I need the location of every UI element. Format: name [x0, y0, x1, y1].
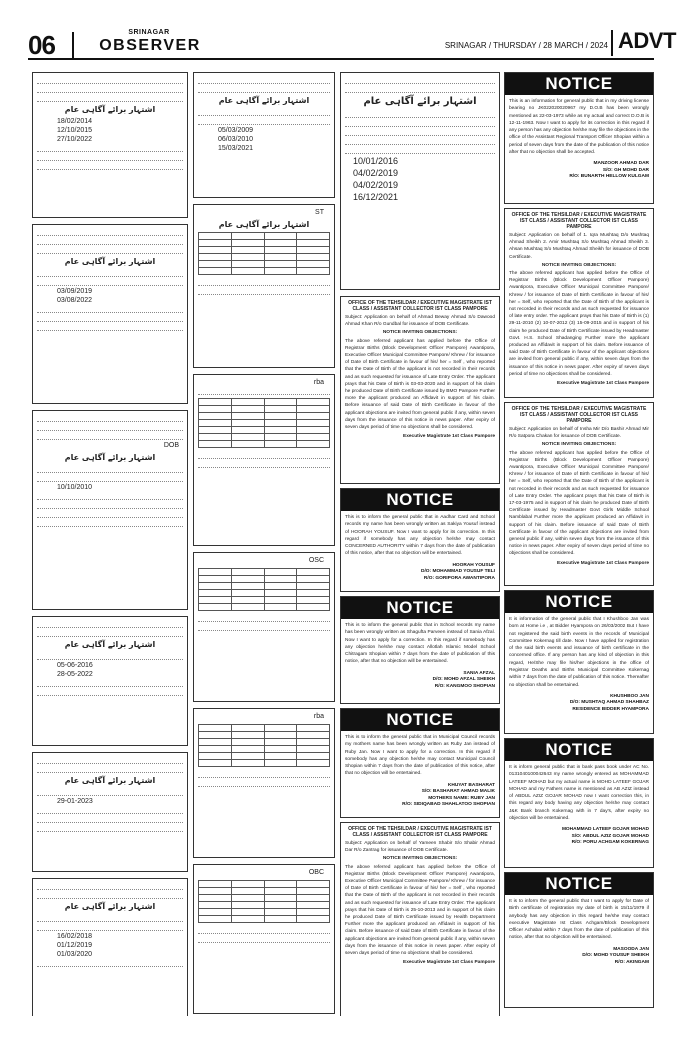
- office-notice: [504, 402, 654, 586]
- urdu-notice: [340, 72, 500, 290]
- notice-signature: MOHAMMAD LATEEF GOJAR MOHAD S/O: ABDUL AZIZ GOJAR MOHAD R/O: PORU ACHGAM KOKERNAG: [561, 827, 649, 846]
- date: 10/10/2010: [57, 484, 93, 491]
- magistrate: Executive Magistrate 1st Class Pampore: [403, 960, 495, 966]
- category-label: OSC: [308, 557, 324, 564]
- dateline: SRINAGAR / THURSDAY / 28 MARCH / 2024: [444, 41, 608, 50]
- newspaper-title: OBSERVER: [99, 37, 201, 54]
- date-list: [37, 661, 183, 679]
- magistrate: Executive Magistrate 1st Class Pampore: [403, 434, 495, 440]
- date-list: [37, 797, 183, 806]
- divider: [72, 32, 74, 58]
- date: 18/02/2014: [57, 118, 93, 125]
- section-label: ADVT: [618, 28, 676, 53]
- notice-body: This is to inform the general public that in Aadhar Card and School records my name has been wrongly written as Sakiya Yousuf instead of HOORAH YOUSUF. Now I want to apply for its correction. In this regard if somebody has any objection he/she may contact CONCERNED AUTHORITY within 7 days from the date of publication of this notice, after that no objection will be entertained.: [345, 515, 495, 557]
- date: 05/03/2009: [218, 127, 254, 134]
- date-list: [345, 155, 495, 203]
- office-body: The above referred applicant has applied before the Office of Registrar Births (Block Development Officer Pampore) Awantipora, Executive Officer Municipal Committee Pampore/ Khrew / for issuance of Date of Birth Certificate in favour of his/ her = Self, who reported that the Date of Birth of the applicant is not recorded in their records and as such requested for issuance of Late Entry Order. The applicant prays that his Date of Birth is 17-03-1975 and in support of his claim he produced Date of Birth Certificate issued by Headmaster Govt Girls Middle School Namblabal Further more the applicant produced an Affidavit in support of his claim. Before issuance of said Date of Birth Certificate in favour of the applicant objections are invited from general public if any, within seven days from the issuance of this notice in news paper. After expiry of seven days period of time no objections shall be considered.: [509, 450, 649, 557]
- notice-heading: NOTICE: [505, 873, 653, 895]
- date: 05-06-2016: [57, 662, 93, 669]
- office-body: The above referred applicant has applied before the Office of Registrar Births (Block Development Officer Pampore) Awantipora, Executive Officer Municipal Committee Pampore/ Khrew / for issuance of Date of Birth Certificate in favour of his/ her = Self , who reported that the Date of Birth of the applicant is not recorded in their records and as such requested for issuance of Late Entry Order. The applicant prays that his Date of Birth is 25-10-2013 and in support of his claim he produced Date of Birth Certificate issued by Health Department Further more the applicant produced an Affidavit in support of his claim. Before issuance of said Date of Birth Certificate in favour of the applicant objections are invited from general public if any, within seven days from the issuance of this notice in news paper. After expiry of seven days period of time no objections shall be considered.: [345, 864, 495, 957]
- magistrate: Executive Magistrate 1st Class Pampore: [557, 560, 649, 566]
- urdu-heading: اشتہار برائے آگاہی عام: [64, 105, 156, 114]
- office-notice: [504, 208, 654, 398]
- date-list: [198, 126, 330, 153]
- urdu-notice: [32, 224, 188, 404]
- urdu-notice: [32, 616, 188, 746]
- column-1: [32, 72, 188, 1016]
- notice-box: [504, 872, 654, 1008]
- notice-signature: KHUSHBOO JAN D/O: MUSHTAQ AHMAD SHAHBAZ RESIDENCE BIDDER HYAMPORA: [569, 693, 649, 712]
- office-notice: [340, 296, 500, 484]
- date-list: [37, 932, 183, 959]
- dob-label: DOB: [163, 442, 179, 449]
- date: 01/03/2020: [57, 951, 93, 958]
- notice-signature: KHUYAT BASHARAT S/O: BASHARAT AHMAD MALIK MOTHERS NAME: RUBY JAN R/O: SIDIQABAD SHAHLATOO SHOPIAN: [402, 782, 495, 808]
- date: 15/03/2021: [218, 145, 254, 152]
- notice-body: It is to inform the general public that I want to apply for Date of Birth certificate of registration my date of birth is 15/11/1979 if anybody has any objection in this regard he/she may contact executive Magistrate Ist Class Achgam/Block Development Officer Achabal within 7 days from the date of publication of this notice, after that no objection will be entertained.: [509, 899, 649, 941]
- urdu-table: [198, 398, 330, 448]
- urdu-notice: [32, 752, 188, 872]
- urdu-notice: [193, 708, 335, 858]
- masthead: [28, 26, 676, 60]
- urdu-notice: [32, 878, 188, 1016]
- office-heading: NOTICE INVITING OBJECTIONS:: [541, 442, 617, 448]
- office-heading: NOTICE INVITING OBJECTIONS:: [541, 262, 617, 268]
- notice-body: This is to inform the general public that in School records my name has been wrongly written as Shagufta Parveen instead of Sania Afzal. Now I want to apply for a correction. In this regard if somebody has any objection he/she may contact Allotlah Islamic Model School Chitragam Shopian within 7 days from the date of publication of this notice, after that no objection will be entertained.: [345, 623, 495, 665]
- notice-body: This is an information for general public that in my driving license bearing no JK022020020967 my D.O.B has been wrongly mentioned as 22-03-1973 while as my actual and correct D.O.B is 12-11-1963. Now I want to apply for its correction in this regard if any person has any objection he/she may file the objections in the office of the Assistant Regional Transport Officer Shopian within a period of seven days from the date of the publication of this notice after that no objection shall be accepted.: [509, 99, 649, 156]
- category-label: OBC: [308, 869, 324, 876]
- notice-box: [340, 708, 500, 818]
- office-title: OFFICE OF THE TEHSILDAR / EXECUTIVE MAGISTRATE IST CLASS / ASSISTANT COLLECTOR IST CLASS PAMPORE: [348, 826, 492, 838]
- urdu-table: [198, 232, 330, 275]
- urdu-heading: اشتہار برائے آگاہی عام: [64, 902, 156, 911]
- notice-heading: NOTICE: [505, 73, 653, 95]
- date: 04/02/2019: [353, 180, 399, 190]
- office-body: The above referred applicant has applied before the Office of Registrar Births (Block Development Officer Pampore) Awantipora, Executive Officer Municipal Committee Pampore/ Khrew / for issuance of Date of Birth Certificate in favour of his/ her = Self, who reported that the Date of Birth of the applicant is not recorded in their records and as such requested for issuance of late entry order. The applicant prays that his Date of Birth is (1) 29-11-2010 (2) 10-07-2012 (3) 15-09-2015 and in support of his claim he produced Date of Birth Certificate issued by Headmaster Govt. H.S. School Shadanging Further more the applicant produced an Affidavit in support of his claim. Before issuance of said Date of Birth Certificate in favour of the applicant objections are invited from general public if any, within seven days from the issuance of this notice in news paper. After expiry of seven days period of time no objections shall be considered.: [509, 271, 649, 377]
- notice-body: This is to inform the general public that in Municipal Council records my mothers name has been wrongly written as Ruby Jan instead of Ruby Jan. Now I want to apply for a correction. In this regard if somebody has any objection he/she may contact Municipal Council Shopian within 7 days from the date of publication of this notice, after that no objection will be entertained.: [345, 735, 495, 777]
- urdu-notice: [193, 374, 335, 546]
- date: 10/01/2016: [353, 156, 399, 166]
- notice-box: [340, 488, 500, 592]
- notice-heading: NOTICE: [505, 591, 653, 613]
- urdu-heading: اشتہار برائے آگاہی عام: [218, 96, 310, 105]
- date-list: [37, 483, 183, 492]
- date-list: [37, 287, 183, 305]
- office-body: The above referred applicant has applied before the Office of Registrar Births (Block Development Officer Pampore) Awantipora, Executive Officer Municipal Committee Pampore/ Khrew / for issuance of Date of Birth Certificate in favour of his/ her = Self , who reported that the Date of Birth of the applicant is not recorded in their records and as such requested for issuance of Late Entry Order. The applicant prays that his Date of Birth is 03-03-2020 and in support of his claim he produced Date of Birth Certificate issued by BMO Pampore Further more the applicant produced an Affidavit in support of his claim. Before issuance of said Date of Birth Certificate in favour of the applicant objections are invited from general public if any, within seven days from the issuance of this notice in news paper. After expiry of seven days period of time no objections shall be considered.: [345, 338, 495, 431]
- notice-box: [504, 738, 654, 868]
- office-notice: [340, 822, 500, 1016]
- date: 16/12/2021: [353, 192, 399, 202]
- notice-box: [504, 72, 654, 204]
- urdu-heading: اشتہار برائے آگاہی عام: [363, 96, 477, 107]
- date: 12/10/2015: [57, 127, 93, 134]
- date: 27/10/2022: [57, 136, 93, 143]
- notice-body: It is information of the general public that I Khushboo Jan was born at Home i.e , at Bidder Hyampora on 26/03/2002 But I have not registered the said birth events in the records of Municipal Committee Kokernag till date. Now I have applied for registration of the said birth events and issuance of birth certificate in the concerned office. If any person has any kind of objection in this regard, He/She may file his/her objections in the office of Registrar Deaths and Births Municipal Committee Kokernag within 7 days from the date of publication of this notice. Thereafter no objection shall be entertained.: [509, 617, 649, 688]
- date: 28-05-2022: [57, 671, 93, 678]
- urdu-notice: [32, 72, 188, 218]
- date: 06/03/2010: [218, 136, 254, 143]
- urdu-heading: اشتہار برائے آگاہی عام: [64, 776, 156, 785]
- office-title: OFFICE OF THE TEHSILDAR / EXECUTIVE MAGISTRATE IST CLASS / ASSISTANT COLLECTOR IST CLASS PAMPORE: [511, 406, 647, 424]
- notice-signature: MANZOOR AHMAD DAR S/O: GH MOHD DAR R/O: BUNARTH HELLOW KULGAM: [569, 161, 649, 180]
- office-title: OFFICE OF THE TEHSILDAR / EXECUTIVE MAGISTRATE IST CLASS / ASSISTANT COLLECTOR IST CLASS PAMPORE: [511, 212, 647, 230]
- office-subject: Subject: Application on behalf of 1. Iqra Mushtaq D/o Mushtaq Ahmad Sheikh 2. Amir Mushtaq S/o Mushtaq Ahmad Sheikh 3. Ahsan Mushtaq S/o Mushtaq Ahmad Sheikh for issuance of DOB Certificate.: [509, 233, 649, 260]
- category-label: ST: [315, 209, 324, 216]
- urdu-notice: [193, 72, 335, 198]
- office-title: OFFICE OF THE TEHSILDAR / EXECUTIVE MAGISTRATE IST CLASS / ASSISTANT COLLECTOR IST CLASS PAMPORE: [348, 300, 492, 312]
- urdu-table: [198, 724, 330, 767]
- category-label: rba: [313, 713, 324, 720]
- date: 29-01-2023: [57, 798, 93, 805]
- urdu-heading: اشتہار برائے آگاہی عام: [64, 257, 156, 266]
- notice-signature: SANIA AFZAL D/O: MOHD AFZAL SHEIKH R/O: KANGMOO SHOPIAN: [432, 670, 495, 689]
- city-label: SRINAGAR: [128, 29, 170, 36]
- date: 01/12/2019: [57, 942, 93, 949]
- notice-heading: NOTICE: [341, 597, 499, 619]
- notice-body: It is inform general public that in bank pass book under AC No. 0131040100042643 my name wrongly entered as MOHAMMAD LATEEF MOHAD but my actual name is MOHD LATEEF GOJAR MOHAD and my Fathers name is mentioned as AB AZIZ instead of ABDUL AZIZ GOJAR MOHAD now I want correction this, in this regard any body having any objection he/she may contact J&K Bank branch Kokernag with in 7 day's, after expiry no objection will be entertained.: [509, 765, 649, 822]
- column-3: [340, 72, 500, 1016]
- notice-heading: NOTICE: [341, 709, 499, 731]
- notice-box: [340, 596, 500, 704]
- urdu-notice: [193, 552, 335, 702]
- notice-signature: MASOODA JAN D/O: MOHD YOUSUF SHEIKH R/O: AKINGAM: [582, 946, 649, 965]
- column-4: [504, 72, 654, 1016]
- office-subject: Subject: Application on behalf of Yameen Shabir S/o Shabir Ahmad Dar R/o Zantrag for issuance of DOB Certificate.: [345, 841, 495, 854]
- date: 03/09/2019: [57, 288, 93, 295]
- page-number: 06: [28, 30, 55, 60]
- category-label: rba: [313, 379, 324, 386]
- urdu-table: [198, 880, 330, 923]
- divider: [611, 30, 613, 56]
- magistrate: Executive Magistrate 1st Class Pampore: [557, 381, 649, 387]
- date: 03/08/2022: [57, 297, 93, 304]
- office-subject: Subject: Application on behalf of Ahmad Beway Ahmad S/o Dawood Ahmad Khan R/o Gundbal for issuance of DOB Certificate.: [345, 315, 495, 328]
- date: 04/02/2019: [353, 168, 399, 178]
- office-heading: NOTICE INVITING OBJECTIONS:: [382, 330, 458, 336]
- office-heading: NOTICE INVITING OBJECTIONS:: [382, 856, 458, 862]
- column-2: [193, 72, 335, 1016]
- urdu-table: [198, 568, 330, 611]
- notice-heading: NOTICE: [341, 489, 499, 511]
- urdu-notice: [193, 204, 335, 368]
- office-subject: Subject: Application on behalf of Insha Mir D/o Bashir Ahmad Mir R/o Satpora Chakan for issuance of DOB Certificate.: [509, 427, 649, 440]
- notice-box: [504, 590, 654, 734]
- notice-signature: HOORAH YOUSUF D/O: MOHAMMAD YOUSUF TELI R/O: GORIPORA AWANTIPORA: [421, 562, 495, 581]
- notice-heading: NOTICE: [505, 739, 653, 761]
- urdu-notice: [32, 410, 188, 610]
- date: 16/02/2018: [57, 933, 93, 940]
- date-list: [37, 117, 183, 144]
- urdu-heading: اشتہار برائے آگاہی عام: [64, 640, 156, 649]
- urdu-heading: اشتہار برائے آگاہی عام: [218, 220, 310, 229]
- urdu-heading: اشتہار برائے آگاہی عام: [64, 453, 156, 462]
- urdu-notice: [193, 864, 335, 1014]
